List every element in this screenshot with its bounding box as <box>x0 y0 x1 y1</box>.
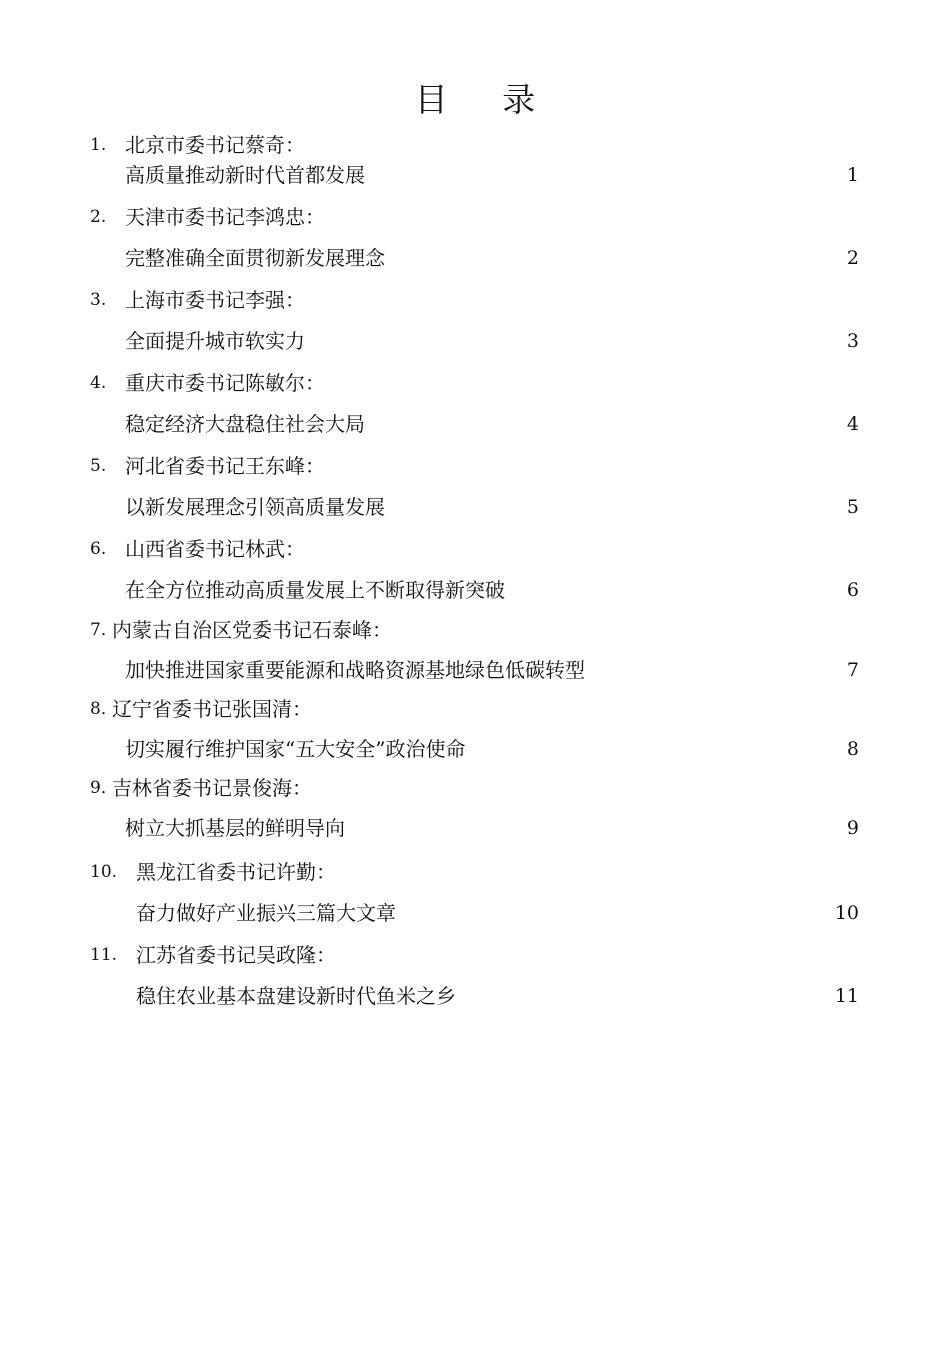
toc-entry-title-row[interactable] <box>0 326 950 356</box>
toc-entry-title-row[interactable] <box>0 813 950 843</box>
entry-title: 稳住农业基本盘建设新时代鱼米之乡 <box>136 984 456 1008</box>
toc-entry-title-row[interactable] <box>0 655 950 685</box>
toc-entry-title-row[interactable] <box>0 160 950 190</box>
toc-entry-heading <box>0 615 950 645</box>
toc-entry-heading <box>0 130 950 160</box>
entry-author: 辽宁省委书记张国清： <box>112 697 312 721</box>
entry-number: 10. <box>90 862 118 882</box>
entry-author: 内蒙古自治区党委书记石泰峰： <box>112 618 392 642</box>
entry-author: 河北省委书记王东峰： <box>125 454 325 478</box>
entry-author: 北京市委书记蔡奇： <box>125 133 305 157</box>
entry-title: 稳定经济大盘稳住社会大局 <box>125 412 365 436</box>
entry-author: 重庆市委书记陈敏尔： <box>125 371 325 395</box>
toc-entry-title-row[interactable] <box>0 492 950 522</box>
toc-entry-title-row[interactable] <box>0 575 950 605</box>
entry-title: 以新发展理念引领高质量发展 <box>125 495 385 519</box>
toc-entry-title-row[interactable] <box>0 409 950 439</box>
entry-number: 8． <box>90 699 118 719</box>
toc-entry-title-row[interactable] <box>0 243 950 273</box>
toc-entry-heading <box>0 285 950 315</box>
toc-entry-heading <box>0 694 950 724</box>
entry-title: 树立大抓基层的鲜明导向 <box>125 816 345 840</box>
toc-entry-heading <box>0 940 950 970</box>
entry-author: 天津市委书记李鸿忠： <box>125 205 325 229</box>
entry-page-number: 8 <box>846 738 859 760</box>
toc-entry-heading <box>0 202 950 232</box>
toc-entry-heading <box>0 773 950 803</box>
entry-page-number: 2 <box>846 247 859 269</box>
entry-number: 6. <box>90 539 107 559</box>
toc-entry-heading <box>0 368 950 398</box>
entry-number: 11. <box>90 945 118 965</box>
entry-page-number: 5 <box>846 496 859 518</box>
toc-entry-title-row[interactable] <box>0 898 950 928</box>
entry-number: 7． <box>90 620 118 640</box>
entry-title: 加快推进国家重要能源和战略资源基地绿色低碳转型 <box>125 658 585 682</box>
entry-author: 江苏省委书记吴政隆： <box>136 943 336 967</box>
entry-title: 切实履行维护国家“五大安全”政治使命 <box>125 737 466 761</box>
entry-number: 3. <box>90 290 107 310</box>
toc-entry-heading <box>0 857 950 887</box>
entry-title: 高质量推动新时代首都发展 <box>125 163 365 187</box>
page-title: 目 录 <box>414 80 558 119</box>
entry-number: 5. <box>90 456 107 476</box>
entry-page-number: 3 <box>846 330 859 352</box>
toc-entry-heading <box>0 534 950 564</box>
entry-page-number: 1 <box>846 164 859 186</box>
entry-number: 1. <box>90 135 107 155</box>
entry-page-number: 11 <box>834 985 859 1007</box>
entry-author: 山西省委书记林武： <box>125 537 305 561</box>
entry-number: 9． <box>90 778 118 798</box>
toc-entry-title-row[interactable] <box>0 981 950 1011</box>
entry-author: 吉林省委书记景俊海： <box>112 776 312 800</box>
entry-page-number: 10 <box>834 902 859 924</box>
entry-page-number: 4 <box>846 413 859 435</box>
entry-page-number: 6 <box>846 579 859 601</box>
entry-author: 上海市委书记李强： <box>125 288 305 312</box>
entry-title: 在全方位推动高质量发展上不断取得新突破 <box>125 578 505 602</box>
toc-entry-heading <box>0 451 950 481</box>
entry-number: 2. <box>90 207 107 227</box>
entry-number: 4. <box>90 373 107 393</box>
entry-page-number: 7 <box>846 659 859 681</box>
entry-page-number: 9 <box>846 817 859 839</box>
toc-entry-title-row[interactable] <box>0 734 950 764</box>
entry-author: 黑龙江省委书记许勤： <box>136 860 336 884</box>
entry-title: 全面提升城市软实力 <box>125 329 305 353</box>
entry-title: 完整准确全面贯彻新发展理念 <box>125 246 385 270</box>
entry-title: 奋力做好产业振兴三篇大文章 <box>136 901 396 925</box>
